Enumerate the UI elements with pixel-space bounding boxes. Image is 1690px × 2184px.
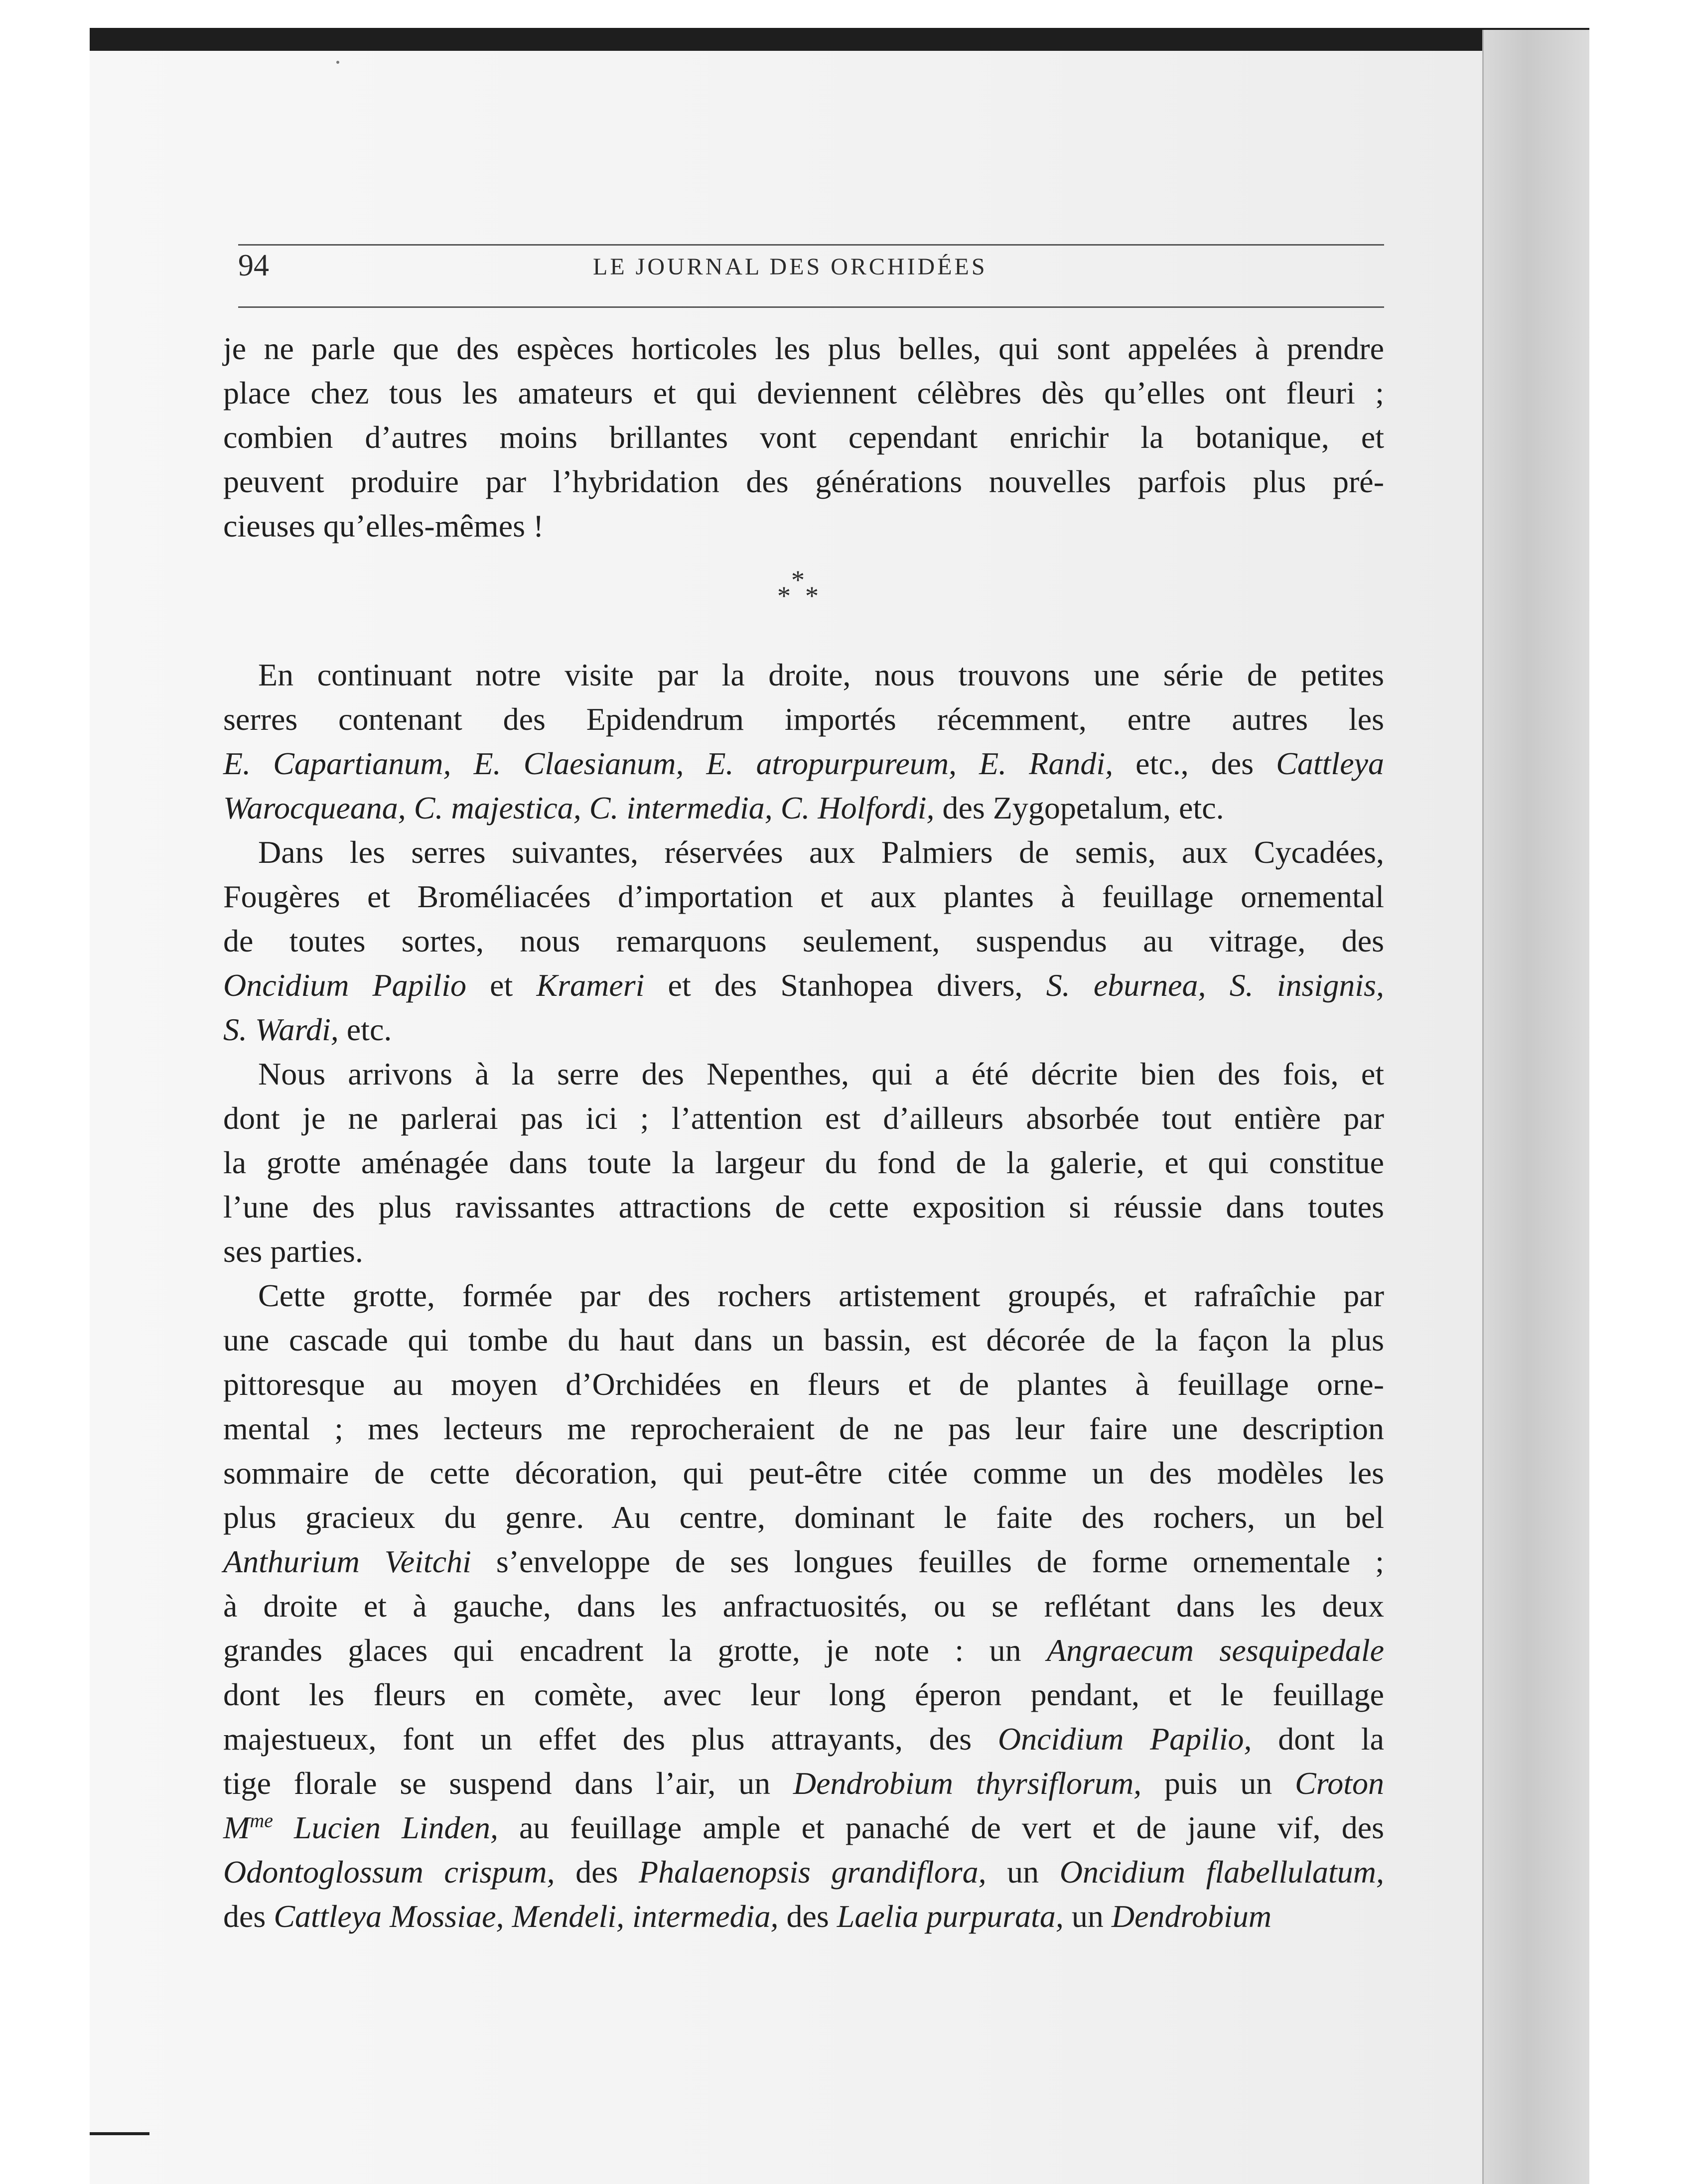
text-run: serres contenant des Epidendrum importés récemment, entre autres les bbox=[223, 701, 1384, 737]
text-run: l’une des plus ravissantes attractions de cette exposition si réussie dans toutes bbox=[223, 1189, 1384, 1225]
paragraph bbox=[223, 326, 1384, 548]
italic-run: Angraecum sesquipedale bbox=[1046, 1633, 1385, 1668]
text-run: de toutes sortes, nous remarquons seulement, suspendus au vitrage, des bbox=[223, 923, 1384, 958]
text-run: pittoresque au moyen d’Orchidées en fleurs et de plantes à feuillage orne- bbox=[223, 1366, 1384, 1402]
text-run: la grotte aménagée dans toute la largeur du fond de la galerie, et qui constitue bbox=[223, 1145, 1384, 1180]
text-run: majestueux, font un effet des plus attrayants, des bbox=[223, 1721, 998, 1757]
asterisk: * bbox=[805, 581, 819, 611]
text-line bbox=[223, 1672, 1384, 1717]
italic-run: S. Wardi, bbox=[223, 1012, 339, 1047]
paragraph bbox=[223, 1273, 1384, 1938]
text-run: En continuant notre visite par la droite, nous trouvons une série de petites bbox=[258, 657, 1384, 692]
italic-run: S. eburnea, S. insignis, bbox=[1046, 967, 1385, 1003]
scanner-top-edge bbox=[90, 28, 1589, 51]
text-run: et bbox=[466, 967, 537, 1003]
text-run: plus gracieux du genre. Au centre, dominant le faite des rochers, un bel bbox=[223, 1500, 1384, 1535]
text-run: sommaire de cette décoration, qui peut-être citée comme un des modèles les bbox=[223, 1455, 1384, 1491]
italic-run: Oncidium Papilio bbox=[223, 967, 466, 1003]
text-line bbox=[223, 1229, 1384, 1273]
paragraph bbox=[223, 1052, 1384, 1273]
text-line bbox=[223, 697, 1384, 741]
text-run: un bbox=[986, 1854, 1060, 1890]
text-line bbox=[223, 1894, 1384, 1938]
body-text bbox=[223, 326, 1384, 1938]
text-line bbox=[223, 459, 1384, 504]
asterisk: * bbox=[777, 581, 791, 611]
asterism bbox=[223, 548, 1384, 653]
text-run: des bbox=[778, 1899, 837, 1934]
text-line bbox=[223, 1850, 1384, 1894]
text-line bbox=[223, 786, 1384, 830]
text-line bbox=[223, 919, 1384, 963]
italic-run: E. Capartianum, E. Claesianum, E. atropurpureum, E. Randi, bbox=[223, 746, 1114, 781]
text-run: au feuillage ample et panaché de vert et de jaune vif, des bbox=[498, 1810, 1384, 1845]
italic-run: Dendrobium bbox=[1111, 1899, 1272, 1934]
italic-run: Odontoglossum crispum, bbox=[223, 1854, 555, 1890]
italic-run: Oncidium Papilio, bbox=[997, 1721, 1252, 1757]
text-run: et des Stanhopea divers, bbox=[644, 967, 1046, 1003]
text-run: puis un bbox=[1141, 1766, 1295, 1801]
text-run: place chez tous les amateurs et qui deviennent célèbres dès qu’elles ont fleuri ; bbox=[223, 375, 1384, 410]
text-line bbox=[223, 1362, 1384, 1406]
text-line bbox=[223, 504, 1384, 548]
text-run: une cascade qui tombe du haut dans un bassin, est décorée de la façon la plus bbox=[223, 1322, 1384, 1358]
text-run: dont je ne parlerai pas ici ; l’attention est d’ailleurs absorbée tout entière par bbox=[223, 1100, 1384, 1136]
text-line bbox=[223, 1628, 1384, 1672]
italic-run: me bbox=[250, 1809, 273, 1832]
italic-run: M bbox=[223, 1810, 250, 1845]
text-line bbox=[223, 874, 1384, 919]
text-line bbox=[223, 1140, 1384, 1185]
text-line bbox=[223, 1584, 1384, 1628]
italic-run: Oncidium flabellulatum, bbox=[1059, 1854, 1385, 1890]
text-run: dont la bbox=[1252, 1721, 1385, 1757]
text-line bbox=[223, 830, 1384, 874]
text-run: etc., des bbox=[1113, 746, 1276, 781]
text-run: cieuses qu’elles-mêmes ! bbox=[223, 508, 544, 544]
italic-run: Dendrobium thyrsiflorum, bbox=[793, 1766, 1142, 1801]
text-run: Dans les serres suivantes, réservées aux Palmiers de semis, aux Cycadées, bbox=[258, 834, 1384, 870]
italic-run: Krameri bbox=[536, 967, 645, 1003]
text-line bbox=[223, 1185, 1384, 1229]
text-run: des bbox=[223, 1899, 274, 1934]
paragraph bbox=[223, 830, 1384, 1052]
italic-run: Croton bbox=[1295, 1766, 1385, 1801]
text-line bbox=[223, 1761, 1384, 1805]
italic-run: Cattleya Mossiae, Mendeli, intermedia, bbox=[274, 1899, 779, 1934]
text-line bbox=[223, 371, 1384, 415]
text-run: Nous arrivons à la serre des Nepenthes, qui a été décrite bien des fois, et bbox=[258, 1056, 1384, 1092]
text-run: Fougères et Broméliacées d’importation et aux plantes à feuillage ornemental bbox=[223, 879, 1384, 914]
text-line bbox=[223, 963, 1384, 1007]
scan-margin bbox=[1589, 28, 1690, 2184]
text-line bbox=[223, 1007, 1384, 1052]
text-run: des Zygopetalum, etc. bbox=[934, 790, 1224, 825]
text-line bbox=[223, 1318, 1384, 1362]
text-line bbox=[223, 1717, 1384, 1761]
page-number: 94 bbox=[238, 249, 269, 282]
text-line bbox=[223, 653, 1384, 697]
text-run: s’enveloppe de ses longues feuilles de forme ornementale ; bbox=[471, 1544, 1385, 1579]
italic-run: Laelia purpurata, bbox=[837, 1899, 1064, 1934]
speck bbox=[336, 61, 339, 64]
text-run: ses parties. bbox=[223, 1233, 363, 1269]
text-line bbox=[223, 1096, 1384, 1140]
text-run: un bbox=[1063, 1899, 1112, 1934]
text-run: des bbox=[555, 1854, 639, 1890]
text-run: à droite et à gauche, dans les anfractuosités, ou se reflétant dans les deux bbox=[223, 1588, 1384, 1624]
scanner-bottom-mark bbox=[90, 2132, 149, 2135]
text-line bbox=[223, 1805, 1384, 1850]
text-run: etc. bbox=[338, 1012, 392, 1047]
text-line bbox=[223, 326, 1384, 371]
text-line bbox=[223, 1451, 1384, 1495]
text-run: grandes glaces qui encadrent la grotte, je note : un bbox=[223, 1633, 1047, 1668]
paragraph bbox=[223, 653, 1384, 830]
text-line bbox=[223, 741, 1384, 786]
italic-run: Phalaenopsis grandiflora, bbox=[639, 1854, 986, 1890]
text-run: Cette grotte, formée par des rochers artistement groupés, et rafraîchie par bbox=[258, 1278, 1384, 1313]
header-rule-top bbox=[238, 244, 1384, 246]
italic-run: Anthurium Veitchi bbox=[223, 1544, 471, 1579]
italic-run: Lucien Linden, bbox=[273, 1810, 498, 1845]
book-page-edge bbox=[1482, 30, 1591, 2184]
italic-run: Cattleya bbox=[1276, 746, 1384, 781]
asterisk: * bbox=[791, 565, 805, 595]
header-rule-bottom bbox=[238, 306, 1384, 308]
running-title: LE JOURNAL DES ORCHIDÉES bbox=[593, 254, 987, 280]
text-line bbox=[223, 1273, 1384, 1318]
text-line bbox=[223, 1406, 1384, 1451]
text-line bbox=[223, 415, 1384, 459]
text-line bbox=[223, 1052, 1384, 1096]
text-run: combien d’autres moins brillantes vont cependant enrichir la botanique, et bbox=[223, 419, 1384, 455]
italic-run: Warocqueana, C. majestica, C. intermedia, C. Holfordi, bbox=[223, 790, 935, 825]
text-line bbox=[223, 1539, 1384, 1584]
text-line bbox=[223, 1495, 1384, 1539]
text-run: peuvent produire par l’hybridation des générations nouvelles parfois plus pré- bbox=[223, 464, 1384, 499]
text-run: mental ; mes lecteurs me reprocheraient de ne pas leur faire une description bbox=[223, 1411, 1384, 1446]
text-run: tige florale se suspend dans l’air, un bbox=[223, 1766, 793, 1801]
text-run: dont les fleurs en comète, avec leur long éperon pendant, et le feuillage bbox=[223, 1677, 1384, 1712]
text-run: je ne parle que des espèces horticoles les plus belles, qui sont appelées à prendre bbox=[223, 331, 1384, 366]
